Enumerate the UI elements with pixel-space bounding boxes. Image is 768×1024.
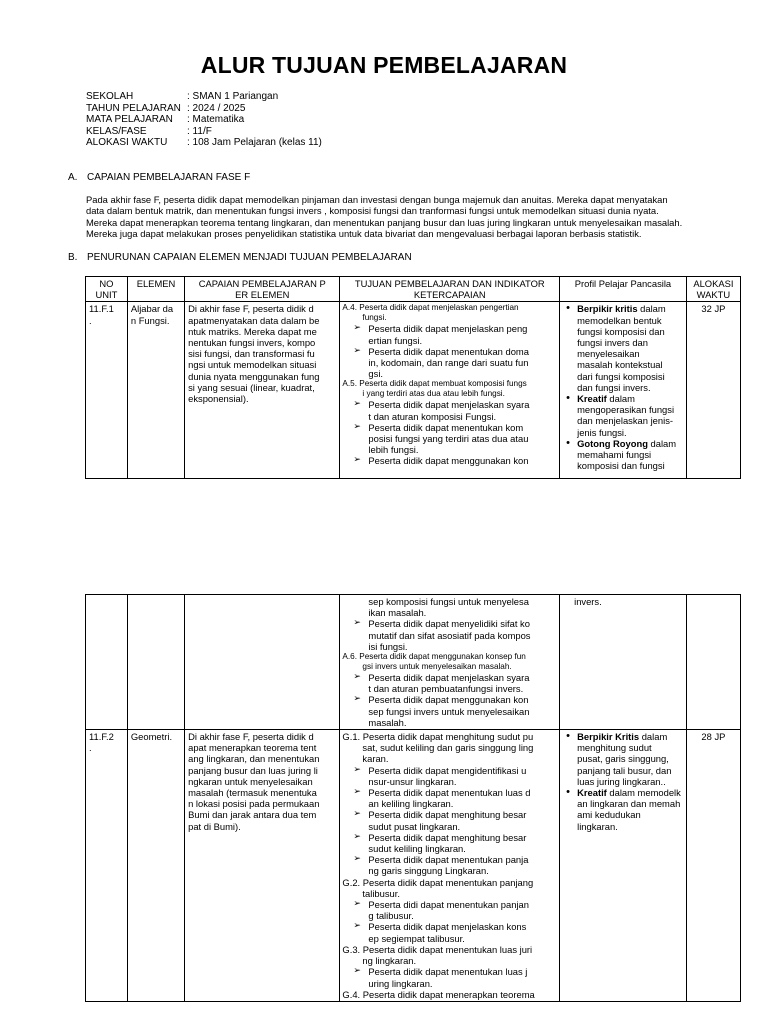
text-line: Bumi dan jarak antara dua tem [188,809,317,821]
text-line: an lingkaran dan memah [577,798,681,810]
info-value: : SMAN 1 Pariangan [187,91,279,102]
g3-heading [342,944,556,966]
text-line: dan fungsi invers. [577,381,651,393]
text-line: mengoperasikan fungsi [577,404,675,416]
cont-tujuan [340,595,560,730]
text-line: ➢ Peserta didik dapat menggunakan kon [368,455,529,467]
row2-elemen: Geometri. [127,730,184,1002]
text-line: WAKTU [696,289,731,301]
text-line: A.5. Peserta didik dapat membuat komposisi fungs [342,379,527,389]
text-line: nentukan fungsi invers, kompo [188,337,316,349]
section-b-title: PENURUNAN CAPAIAN ELEMEN MENJADI TUJUAN PEMBELAJARAN [87,252,412,263]
cont-elemen [127,595,184,730]
text-line: fungsi komposisi dan [577,325,665,337]
school-info [86,91,322,149]
a6-heading [342,652,556,672]
g1-list [342,765,556,877]
row1-profil-list [563,303,683,471]
text-line: ➢ Peserta didik dapat menghitung besar [368,831,527,843]
a5-heading [342,379,556,399]
cont-no [86,595,128,730]
row1-capaian [185,302,340,479]
a5-list [342,399,556,466]
text-line: ➢ Peserta didik dapat menentukan luas j [368,966,528,978]
text-line: ngsi untuk memodelkan situasi [188,359,317,371]
text-line: ikan masalah. [368,607,427,619]
text-line: ER ELEMEN [235,289,290,301]
info-row [86,91,322,103]
text-line: ➢ Peserta didi dapat menentukan panjan [368,899,529,911]
section-b-letter: B. [68,252,78,263]
profil-text: dalam memodelk [606,787,681,799]
text-line: eksponensial). [188,393,249,405]
header-tujuan [340,277,560,302]
info-value: : 108 Jam Pelajaran (kelas 11) [187,137,322,148]
profil-text: dalam [637,303,666,315]
text-line: CAPAIAN PEMBELAJARAN P [198,278,326,289]
text-line: karan. [362,753,389,765]
profil-item [577,393,683,438]
row2-capaian [185,730,340,1002]
text-line: masalah. [368,716,407,728]
text-line: luas juring lingkaran.. [577,775,666,787]
text-line: ➢ Peserta didik dapat menentukan panja [368,854,529,866]
header-profil: Profil Pelajar Pancasila [560,277,687,302]
list-item [368,422,556,456]
text-line [577,438,683,449]
text-line: KETERCAPAIAN [413,289,486,301]
info-row [86,137,322,149]
text-line: sep fungsi invers untuk menyelesaikan [368,705,530,717]
profil-item [577,787,683,832]
paragraph-line: data dalam bentuk matrik, dan menentukan fungsi invers , komposisi fungsi dan tranformasi fungsi untuk memodelkan situasi dunia nyata. [86,205,659,217]
header-alokasi [686,277,740,302]
text-line: n Fungsi. [130,314,170,326]
text-line: jenis fungsi. [577,426,627,438]
text-line: Aljabar da [130,303,174,315]
text-line: TUJUAN PEMBELAJARAN DAN INDIKATOR [354,278,545,289]
profil-bold: Berpikir kritis [577,303,638,315]
page-title: ALUR TUJUAN PEMBELAJARAN [200,52,568,78]
profil-text: dalam [647,437,677,449]
text-line: nsur-unsur lingkaran. [368,775,457,787]
section-a-title: CAPAIAN PEMBELAJARAN FASE F [87,172,251,183]
info-value: : 11/F [187,125,212,137]
text-line: menghitung sudut [577,742,652,754]
text-line: G.3. Peserta didik dapat menentukan luas juri [342,943,533,955]
g2-heading [342,877,556,899]
table-header-row [86,277,741,302]
text-line [577,731,683,742]
list-item [368,455,556,466]
text-line: ➢ Peserta didik dapat menentukan doma [368,345,529,357]
section-a-letter: A. [68,172,78,183]
text-line: talibusur. [362,887,400,899]
cont-list [342,618,556,652]
section-a-paragraph [86,194,736,240]
text-line: in, kodomain, dan range dari suatu fun [368,357,529,369]
paragraph-line: Mereka dapat menerapkan teorema tentang lingkaran, dan menentukan panjang busur dan luas juring lingkaran untuk menyelesaikan masalah. [86,216,683,228]
row1-elemen [127,302,184,479]
tujuan-table [85,276,741,479]
text-line: ➢ Peserta didik dapat menentukan kom [368,421,524,433]
text-line: ➢ Peserta didik dapat menjelaskan syara [368,672,530,684]
text-line: Di akhir fase F, peserta didik d [188,303,314,315]
text-line: ➢ Peserta didik dapat menjelaskan peng [368,323,528,335]
text-line: fungsi. [362,313,387,323]
text-line: uring lingkaran. [368,977,433,989]
text-line: G.1. Peserta didik dapat menghitung sudut pu [342,731,534,743]
text-line: A.6. Peserta didik dapat menggunakan konsep fun [342,652,526,662]
info-key: MATA PELAJARAN [86,114,173,125]
text-line: ami kedudukan lingkaran. [577,809,641,832]
list-item [368,809,556,831]
paragraph-line: Mereka juga dapat melakukan proses penyelidikan statistika untuk data bivariat dan mengevaluasi berbagai laporan berbasis statistik. [86,228,642,240]
text-line: an keliling lingkaran. [368,798,454,810]
text-line [577,303,683,314]
text-line: dari fungsi komposisi [577,370,665,382]
list-item [368,346,556,380]
profil-text: dalam [639,731,668,743]
profil-item [577,438,683,472]
profil-bold: Kreatif [577,787,607,799]
text-line: dunia nyata menggunakan fung [188,370,320,382]
list-item [368,921,556,943]
text-line: ng garis singgung Lingkaran. [368,865,489,877]
text-line: ➢ Peserta didik dapat mengidentifikasi u [368,764,527,776]
text-line: A.4. Peserta didik dapat menjelaskan pengertian [342,303,519,313]
list-item [368,899,556,921]
text-line: lebih fungsi. [368,444,419,456]
text-line: memahami fungsi [577,449,652,461]
text-line: 11.F.2 [89,731,114,743]
text-line: panjang busur dan luas juring li [188,764,318,776]
list-item [368,399,556,421]
g2-list [342,899,556,944]
text-line: G.2. Peserta didik dapat menentukan panjang [342,876,534,888]
cont-profil [560,595,687,730]
list-item [368,854,556,876]
text-line: panjang tali busur, dan [577,764,672,776]
text-line: dan menjelaskan jenis- [577,415,673,427]
info-value: : Matematika [187,114,245,125]
text-line: pat di Bumi). [188,820,241,832]
text-line: Di akhir fase F, peserta didik d [188,731,314,743]
cont-capaian [185,595,340,730]
g1-heading [342,731,556,765]
list-item [368,765,556,787]
text-line: ang lingkaran, dan menentukan [188,753,320,765]
text-line: gsi. [368,368,384,380]
text-line: . [89,314,92,326]
cont-lead [342,596,556,618]
list-item [368,832,556,854]
text-line: sudut keliling lingkaran. [368,843,466,855]
paragraph-line: Pada akhir fase F, peserta didik dapat memodelkan pinjaman dan investasi dengan bunga majemuk dan anuitas. Mereka dapat menyatakan [86,194,668,205]
info-key: SEKOLAH [86,91,134,102]
text-line: NO [99,278,114,289]
text-line: g talibusur. [368,910,414,922]
a4-list [342,323,556,379]
list-item [368,966,556,988]
text-line: 11.F.1 [89,303,114,315]
info-row [86,103,322,115]
g3-list [342,966,556,988]
list-item [368,618,556,652]
profil-item [577,731,683,787]
text-line: i yang terdiri atas dua atau lebih fungsi. [362,389,505,399]
text-line: sisi fungsi, dan transformasi fu [188,348,315,360]
text-line: UNIT [95,289,118,301]
text-line: n lokasi posisi pada permukaan [188,798,320,810]
profil-text: dalam [606,393,635,405]
header-elemen: ELEMEN [127,277,184,302]
text-line: mutatif dan sifat asosiatif pada kompos [368,629,531,641]
text-line: sat, sudut keliling dan garis singgung ling [362,742,534,754]
a4-heading [342,303,556,323]
text-line: pusat, garis singgung, [577,753,669,765]
text-line: fungsi invers dan [577,337,648,349]
profil-bold: Berpikir Kritis [577,731,640,743]
row1-tujuan [340,302,560,479]
header-no-unit [86,277,128,302]
row1-no [86,302,128,479]
a6-list [342,672,556,728]
text-line: si yang sesuai (linear, kuadrat, [188,381,315,393]
row2-alokasi: 28 JP [686,730,740,1002]
info-row [86,114,322,126]
list-item [368,672,556,694]
info-value: : 2024 / 2025 [187,102,246,114]
info-key: TAHUN PELAJARAN [86,102,181,114]
text-line: komposisi dan fungsi [577,460,665,472]
text-line: sep komposisi fungsi untuk menyelesa [368,596,529,607]
row1-alokasi: 32 JP [686,302,740,479]
info-key: KELAS/FASE [86,125,147,137]
text-line: ➢ Peserta didik dapat menghitung besar [368,809,527,821]
section-a-heading [68,172,250,183]
list-item [368,323,556,345]
info-row [86,126,322,138]
text-line: gsi invers untuk menyelesaikan masalah. [362,662,512,672]
text-line: ➢ Peserta didik dapat menyelidiki sifat ko [368,618,530,630]
tujuan-table-continued [85,594,741,1002]
text-line: isi fungsi. [368,640,408,652]
text-line: menyelesaikan [577,348,640,360]
text-line: ertian fungsi. [368,334,423,346]
text-line: ng lingkaran. [362,955,417,967]
g4-heading [342,989,556,1000]
text-line: masalah (termasuk menentuka [188,787,317,799]
text-line: t dan aturan komposisi Fungsi. [368,410,497,422]
cont-alokasi [686,595,740,730]
text-line: ep segiempat talibusur. [368,932,465,944]
profil-bold: Kreatif [577,393,607,405]
section-b-heading [68,252,412,263]
text-line: apatmenyatakan data dalam be [188,314,320,326]
info-key: ALOKASI WAKTU [86,137,168,148]
table-row [86,302,741,479]
row2-profil [560,730,687,1002]
text-line: ➢ Peserta didik dapat menentukan luas d [368,787,531,799]
text-line: ntuk matriks. Mereka dapat me [188,325,317,337]
text-line: memodelkan bentuk [577,314,662,326]
text-line [577,393,683,404]
profil-item [577,303,683,393]
list-item [368,787,556,809]
table-row [86,730,741,1002]
row2-tujuan [340,730,560,1002]
row2-profil-list [563,731,683,832]
text-line [577,787,683,798]
header-capaian [185,277,340,302]
text-line: t dan aturan pembuatanfungsi invers. [368,683,524,695]
cont-profil-text: invers. [574,596,602,607]
text-line: masalah kontekstual [577,359,663,371]
text-line: ➢ Peserta didik dapat menjelaskan kons [368,921,527,933]
text-line: apat menerapkan teorema tent [188,742,317,754]
profil-bold: Gotong Royong [577,437,648,449]
text-line: ➢ Peserta didik dapat menjelaskan syara [368,399,530,411]
text-line: G.4. Peserta didik dapat menerapkan teorema [342,988,535,1000]
text-line: posisi fungsi yang terdiri atas dua atau [368,433,529,445]
text-line: ➢ Peserta didik dapat menggunakan kon [368,694,529,706]
table-row [86,595,741,730]
row1-profil [560,302,687,479]
text-line: . [89,742,92,754]
row2-no [86,730,128,1002]
text-line: ngkaran untuk menyelesaikan [188,775,313,787]
list-item [368,694,556,728]
text-line: sudut pusat lingkaran. [368,820,461,832]
text-line: ALOKASI [693,278,734,289]
